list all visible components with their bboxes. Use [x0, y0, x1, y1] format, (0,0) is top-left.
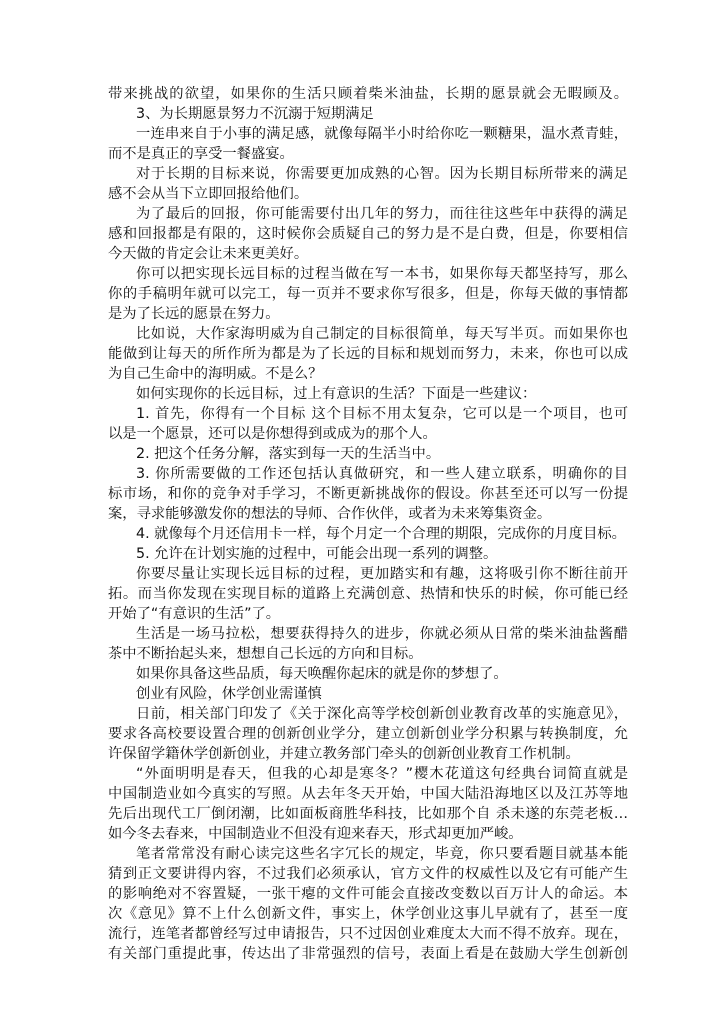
text-line: 能做到让每天的所作所为都是为了长远的目标和规划而努力，未来，你也可以成 — [108, 346, 628, 362]
text-line: 你要尽量让实现长远目标的过程，更加踏实和有趣，这将吸引你不断往前开 — [136, 566, 628, 582]
text-line: 你的手稿明年就可以完工，每一页并不要求你写很多，但是，你每天做的事情都 — [108, 286, 628, 302]
text-line: 拓。而当你发现在实现目标的道路上充满创意、热情和快乐的时候，你可能已经 — [108, 586, 628, 602]
text-line: 你可以把实现长远目标的过程当做在写一本书，如果你每天都坚持写，那么 — [136, 266, 628, 282]
list-item: 2. 把这个任务分解，落实到每一天的生活当中。 — [136, 446, 441, 462]
text-line: 笔者常常没有耐心读完这些名字冗长的规定，毕竟，你只要看题目就基本能 — [136, 846, 628, 862]
list-item: 5. 允许在计划实施的过程中，可能会出现一系列的调整。 — [136, 546, 498, 562]
text-line: 开始了“有意识的生活”了。 — [108, 606, 281, 622]
text-line: 是为了长远的愿景在努力。 — [108, 306, 280, 322]
text-line: “外面明明是春天，但我的心却是寒冬？”樱木花道这句经典台词简直就是 — [136, 766, 628, 782]
text-line: 有关部门重提此事，传达出了非常强烈的信号，表面上看是在鼓励大学生创新创 — [108, 946, 628, 962]
text-line: 而不是真正的享受一餐盛宴。 — [108, 146, 294, 162]
text-line: 的影响绝对不容置疑，一张干瘪的文件可能会直接改变数以百万计人的命运。本 — [108, 886, 628, 902]
text-line: 为自己生命中的海明威。不是么？ — [108, 366, 323, 382]
text-line: 如何实现你的长远目标，过上有意识的生活？下面是一些建议： — [136, 386, 537, 402]
document-page — [108, 84, 628, 964]
text-line: 一连串来自于小事的满足感，就像每隔半小时给你吃一颗糖果，温水煮青蛙， — [136, 126, 628, 142]
text-line: 中国制造业如今真实的写照。从去年冬天开始，中国大陆沿海地区以及江苏等地 — [108, 786, 628, 802]
text-line: 感不会从当下立即回报给他们。 — [108, 186, 309, 202]
text-line: 如果你具备这些品质，每天唤醒你起床的就是你的梦想了。 — [136, 666, 508, 682]
text-line: 对于长期的目标来说，你需要更加成熟的心智。因为长期目标所带来的满足 — [136, 166, 628, 182]
text-line: 猜到正文要讲得内容，不过我们必须承认，官方文件的权威性以及它有可能产生 — [108, 866, 628, 882]
list-item: 4. 就像每个月还信用卡一样，每个月定一个合理的期限，完成你的月度目标。 — [136, 526, 626, 542]
text-line: 案，寻求能够激发你的想法的导师、合作伙伴，或者为未来筹集资金。 — [108, 506, 552, 522]
text-line: 先后出现代工厂倒闭潮，比如面板商胜华科技，比如那个自 杀未遂的东莞老板… — [108, 806, 628, 822]
text-line: 次《意见》算不上什么创新文件，事实上，休学创业这事儿早就有了，甚至一度 — [108, 906, 628, 922]
text-line: 日前，相关部门印发了《关于深化高等学校创新创业教育改革的实施意见》， — [136, 706, 628, 722]
text-line: 生活是一场马拉松，想要获得持久的进步，你就必须从日常的柴米油盐酱醋 — [136, 626, 628, 642]
text-line: 标市场，和你的竞争对手学习，不断更新挑战你的假设。你甚至还可以写一份提 — [108, 486, 628, 502]
text-line: 带来挑战的欲望，如果你的生活只顾着柴米油盐，长期的愿景就会无暇顾及。 — [108, 86, 628, 102]
list-item: 3. 你所需要做的工作还包括认真做研究，和一些人建立联系，明确你的目 — [136, 466, 628, 482]
list-item: 1. 首先，你得有一个目标 这个目标不用太复杂，它可以是一个项目，也可 — [136, 406, 628, 422]
text-line: 流行，连笔者都曾经写过申请报告，只不过因创业难度太大而不得不放弃。现在， — [108, 926, 628, 942]
text-line: 今天做的肯定会让未来更美好。 — [108, 246, 309, 262]
text-line: 为了最后的回报，你可能需要付出几年的努力，而往往这些年中获得的满足 — [136, 206, 628, 222]
section-heading: 3、为长期愿景努力不沉溺于短期满足 — [136, 106, 374, 122]
text-line: 茶中不断抬起头来，想想自己长远的方向和目标。 — [108, 646, 423, 662]
section-heading: 创业有风险，休学创业需谨慎 — [136, 686, 322, 702]
text-line: 要求各高校要设置合理的创新创业学分，建立创新创业学分积累与转换制度，允 — [108, 726, 628, 742]
text-line: 如今冬去春来，中国制造业不但没有迎来春天，形式却更加严峻。 — [108, 826, 523, 842]
text-line: 比如说，大作家海明威为自己制定的目标很简单，每天写半页。而如果你也 — [136, 326, 628, 342]
text-line: 以是一个愿景，还可以是你想得到或成为的那个人。 — [108, 426, 437, 442]
text-line: 许保留学籍休学创新创业，并建立教务部门牵头的创新创业教育工作机制。 — [108, 746, 580, 762]
text-line: 感和回报都是有限的，这时候你会质疑自己的努力是不是白费，但是，你要相信 — [108, 226, 628, 242]
